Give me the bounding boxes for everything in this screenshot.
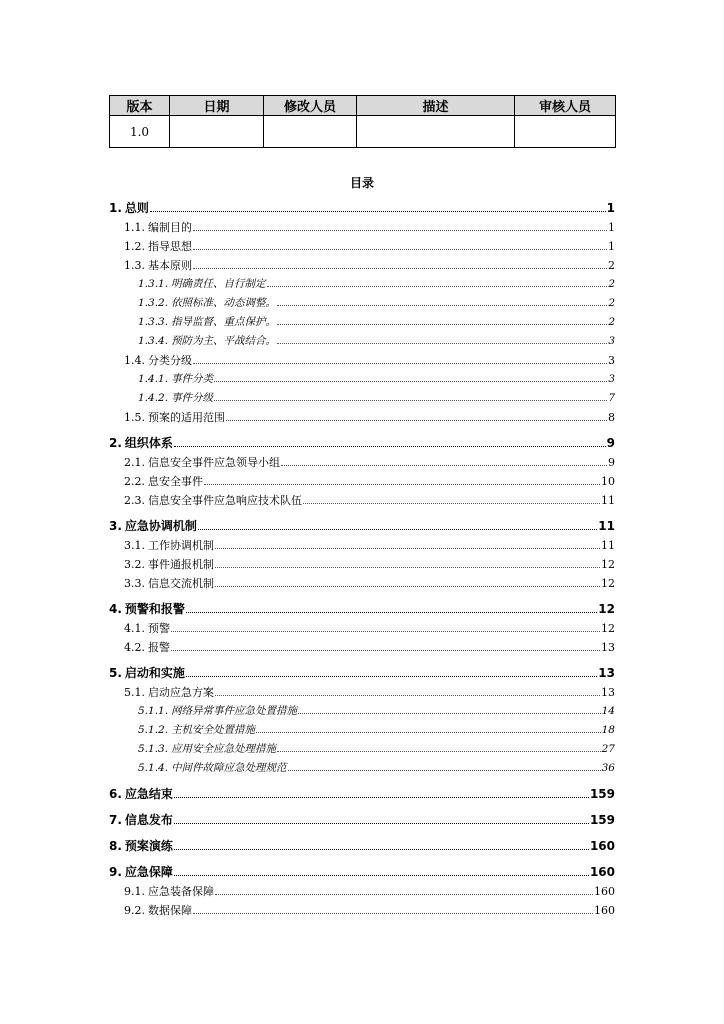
toc-entry-page: 1 — [608, 221, 615, 234]
toc-leader-dots — [303, 503, 600, 504]
toc-entry[interactable] — [109, 785, 615, 804]
toc-entry-number: 3.3. — [124, 577, 145, 590]
toc-entry-title: 中间件故障应急处理规范 — [171, 762, 287, 774]
toc-entry[interactable] — [109, 218, 615, 237]
toc-entry-number: 5.1.4. — [138, 762, 169, 774]
toc-entry-page: 2 — [608, 316, 615, 328]
toc-entry-title: 预警和报警 — [124, 602, 185, 616]
toc-entry-title: 工作协调机制 — [148, 539, 214, 552]
toc-entry[interactable] — [109, 619, 615, 638]
toc-entry-page: 11 — [598, 519, 615, 533]
toc-leader-dots — [226, 420, 607, 421]
toc-entry-title: 信息交流机制 — [148, 577, 214, 590]
revision-header-row — [110, 96, 616, 116]
toc-entry[interactable] — [109, 517, 615, 536]
cell-date — [170, 116, 264, 148]
toc-entry-title: 指导监督、重点保护。 — [171, 316, 277, 328]
toc-entry-title: 信息安全事件应急领导小组 — [148, 456, 280, 469]
header-date: 日期 — [170, 96, 264, 116]
toc-entry-page: 2 — [608, 259, 615, 272]
toc-entry[interactable] — [109, 294, 615, 313]
toc-entry-number: 6. — [109, 787, 122, 801]
toc-entry-page: 1 — [608, 240, 615, 253]
toc-entry-title: 编制目的 — [148, 221, 192, 234]
header-reviewer: 审核人员 — [515, 96, 616, 116]
toc-entry[interactable] — [109, 199, 615, 218]
toc-entry-number: 1.1. — [124, 221, 145, 234]
toc-entry-page: 18 — [601, 724, 615, 736]
toc-entry-number: 5.1.2. — [138, 724, 169, 736]
toc-entry[interactable] — [109, 721, 615, 740]
toc-entry-number: 2.1. — [124, 456, 145, 469]
toc-entry[interactable] — [109, 574, 615, 593]
toc-leader-dots — [277, 305, 607, 306]
revision-table — [109, 95, 616, 148]
toc-entry-title: 应急保障 — [124, 865, 173, 879]
toc-entry[interactable] — [109, 275, 615, 294]
toc-entry-title: 基本原则 — [148, 259, 192, 272]
toc-entry-page: 160 — [589, 839, 615, 853]
toc-leader-dots — [214, 381, 607, 382]
toc-entry-page: 14 — [601, 705, 615, 717]
toc-entry-page: 13 — [598, 666, 615, 680]
toc-entry-page: 3 — [608, 354, 615, 367]
toc-entry-number: 1.4.1. — [138, 373, 169, 385]
toc-entry-page: 160 — [594, 904, 615, 917]
toc-entry[interactable] — [109, 491, 615, 510]
toc-entry-page: 1 — [606, 201, 615, 215]
toc-entry-number: 9.1. — [124, 885, 145, 898]
toc-entry-number: 5. — [109, 666, 122, 680]
toc-entry-title: 信息安全事件应急响应技术队伍 — [148, 494, 302, 507]
toc-entry-title: 息安全事件 — [148, 475, 203, 488]
toc-entry-title: 应用安全应急处理措施 — [171, 743, 277, 755]
toc-entry[interactable] — [109, 683, 615, 702]
toc-entry-number: 3.1. — [124, 539, 145, 552]
toc-entry-page: 9 — [608, 456, 615, 469]
toc-entry[interactable] — [109, 664, 615, 683]
toc-entry-page: 8 — [608, 411, 615, 424]
toc-entry[interactable] — [109, 901, 615, 920]
toc-entry[interactable] — [109, 313, 615, 332]
toc-entry[interactable] — [109, 638, 615, 657]
cell-reviewer — [515, 116, 616, 148]
toc-entry[interactable] — [109, 237, 615, 256]
toc-leader-dots — [171, 650, 600, 651]
toc-entry[interactable] — [109, 453, 615, 472]
toc-entry[interactable] — [109, 408, 615, 427]
toc-leader-dots — [198, 529, 597, 530]
header-modifier: 修改人员 — [264, 96, 357, 116]
toc-entry-page: 2 — [608, 278, 615, 290]
toc-entry-number: 1.3. — [124, 259, 145, 272]
toc-entry-title: 分类分级 — [148, 354, 192, 367]
toc-entry-title: 应急协调机制 — [124, 519, 197, 533]
toc-leader-dots — [215, 567, 600, 568]
toc-entry[interactable] — [109, 759, 615, 778]
toc-entry-title: 报警 — [148, 641, 170, 654]
toc-entry-title: 启动应急方案 — [148, 686, 214, 699]
toc-entry-page: 9 — [606, 436, 615, 450]
cell-version: 1.0 — [110, 116, 170, 148]
toc-leader-dots — [174, 875, 589, 876]
header-version: 版本 — [110, 96, 170, 116]
toc-leader-dots — [204, 484, 600, 485]
toc-entry-title: 预案的适用范围 — [148, 411, 225, 424]
toc-entry-number: 9. — [109, 865, 122, 879]
toc-entry-number: 9.2. — [124, 904, 145, 917]
toc-entry[interactable] — [109, 555, 615, 574]
toc-leader-dots — [281, 465, 607, 466]
toc-entry[interactable] — [109, 256, 615, 275]
toc-entry-number: 2.2. — [124, 475, 145, 488]
toc-entry-title: 依照标准、动态调整。 — [171, 297, 277, 309]
toc-entry-number: 1.3.3. — [138, 316, 169, 328]
toc-entry[interactable] — [109, 389, 615, 408]
toc-entry-page: 159 — [589, 813, 615, 827]
toc-entry-page: 11 — [601, 494, 615, 507]
toc-entry-title: 网络异常事件应急处置措施 — [171, 705, 298, 717]
toc-entry-number: 1.3.2. — [138, 297, 169, 309]
toc-entry-title: 事件通报机制 — [148, 558, 214, 571]
toc-leader-dots — [215, 695, 600, 696]
toc-entry-page: 27 — [601, 743, 615, 755]
toc-entry-page: 10 — [601, 475, 615, 488]
toc-leader-dots — [174, 849, 589, 850]
toc-entry-number: 1.4. — [124, 354, 145, 367]
toc-title: 目录 — [349, 176, 374, 190]
toc-leader-dots — [215, 586, 600, 587]
toc-entry-title: 总则 — [124, 201, 149, 215]
toc-entry-page: 13 — [601, 641, 615, 654]
toc-entry-number: 5.1. — [124, 686, 145, 699]
toc-entry[interactable] — [109, 600, 615, 619]
toc-leader-dots — [171, 631, 600, 632]
toc-entry-page: 13 — [601, 686, 615, 699]
toc-leader-dots — [150, 211, 606, 212]
toc-entry-number: 2. — [109, 436, 122, 450]
revision-row — [110, 116, 616, 148]
toc-entry-title: 数据保障 — [148, 904, 192, 917]
toc-leader-dots — [174, 446, 606, 447]
toc-entry-number: 5.1.1. — [138, 705, 169, 717]
toc-leader-dots — [186, 676, 597, 677]
toc-entry-title: 组织体系 — [124, 436, 173, 450]
toc-entry-number: 7. — [109, 813, 122, 827]
toc-leader-dots — [214, 400, 607, 401]
toc-entry-title: 应急结束 — [124, 787, 173, 801]
toc-entry-page: 36 — [601, 762, 615, 774]
toc-entry-title: 应急装备保障 — [148, 885, 214, 898]
toc-entry[interactable] — [109, 837, 615, 856]
toc-leader-dots — [277, 751, 601, 752]
toc-entry-title: 主机安全处置措施 — [171, 724, 256, 736]
toc-entry-title: 事件分级 — [171, 392, 214, 404]
toc-entry-page: 7 — [608, 392, 615, 404]
toc-entry-number: 2.3. — [124, 494, 145, 507]
toc-entry[interactable] — [109, 740, 615, 759]
toc-leader-dots — [256, 732, 601, 733]
toc-entry[interactable] — [109, 882, 615, 901]
toc-leader-dots — [215, 548, 600, 549]
cell-modifier — [264, 116, 357, 148]
toc-entry-page: 2 — [608, 297, 615, 309]
toc-entry[interactable] — [109, 702, 615, 721]
toc-entry-number: 1.3.4. — [138, 335, 169, 347]
toc-entry-title: 预案演练 — [124, 839, 173, 853]
toc-entry[interactable] — [109, 370, 615, 389]
cell-description — [357, 116, 515, 148]
toc-entry-number: 1. — [109, 201, 122, 215]
toc-leader-dots — [277, 324, 607, 325]
toc-entry-title: 明确责任、自行制定 — [171, 278, 266, 290]
toc-entry[interactable] — [109, 434, 615, 453]
toc-entry-page: 12 — [601, 558, 615, 571]
toc-leader-dots — [193, 268, 607, 269]
toc-leader-dots — [186, 612, 597, 613]
toc-leader-dots — [288, 770, 601, 771]
toc-entry-title: 事件分类 — [171, 373, 214, 385]
toc-leader-dots — [193, 363, 607, 364]
toc-entry-title: 预防为主、平战结合。 — [171, 335, 277, 347]
toc-entry-page: 3 — [608, 335, 615, 347]
toc-entry-page: 12 — [601, 622, 615, 635]
toc-entry-number: 4.1. — [124, 622, 145, 635]
toc-entry-title: 预警 — [148, 622, 170, 635]
toc-entry-page: 160 — [589, 865, 615, 879]
toc-leader-dots — [174, 797, 589, 798]
toc-entry-number: 1.3.1. — [138, 278, 169, 290]
toc-entry-page: 11 — [601, 539, 615, 552]
toc-entry-title: 信息发布 — [124, 813, 173, 827]
toc-leader-dots — [193, 230, 607, 231]
toc-entry-page: 160 — [594, 885, 615, 898]
toc-entry[interactable] — [109, 863, 615, 882]
toc-entry-number: 5.1.3. — [138, 743, 169, 755]
toc-entry-number: 3.2. — [124, 558, 145, 571]
toc-leader-dots — [267, 286, 608, 287]
toc-entry-number: 1.5. — [124, 411, 145, 424]
toc-entry-page: 159 — [589, 787, 615, 801]
toc-entry[interactable] — [109, 332, 615, 351]
toc-leader-dots — [193, 913, 593, 914]
toc-entry-number: 4. — [109, 602, 122, 616]
toc-entry[interactable] — [109, 472, 615, 491]
table-of-contents — [109, 199, 615, 920]
header-description: 描述 — [357, 96, 515, 116]
toc-entry[interactable] — [109, 536, 615, 555]
toc-leader-dots — [215, 894, 593, 895]
toc-entry-title: 启动和实施 — [124, 666, 185, 680]
toc-entry[interactable] — [109, 811, 615, 830]
toc-leader-dots — [298, 713, 601, 714]
toc-entry-number: 4.2. — [124, 641, 145, 654]
toc-entry-page: 12 — [598, 602, 615, 616]
toc-leader-dots — [277, 343, 607, 344]
toc-leader-dots — [174, 823, 589, 824]
toc-entry-number: 3. — [109, 519, 122, 533]
toc-entry-page: 12 — [601, 577, 615, 590]
toc-entry-page: 3 — [608, 373, 615, 385]
toc-entry-number: 1.4.2. — [138, 392, 169, 404]
toc-entry-number: 8. — [109, 839, 122, 853]
toc-entry-number: 1.2. — [124, 240, 145, 253]
toc-entry[interactable] — [109, 351, 615, 370]
toc-entry-title: 指导思想 — [148, 240, 192, 253]
toc-leader-dots — [193, 249, 607, 250]
